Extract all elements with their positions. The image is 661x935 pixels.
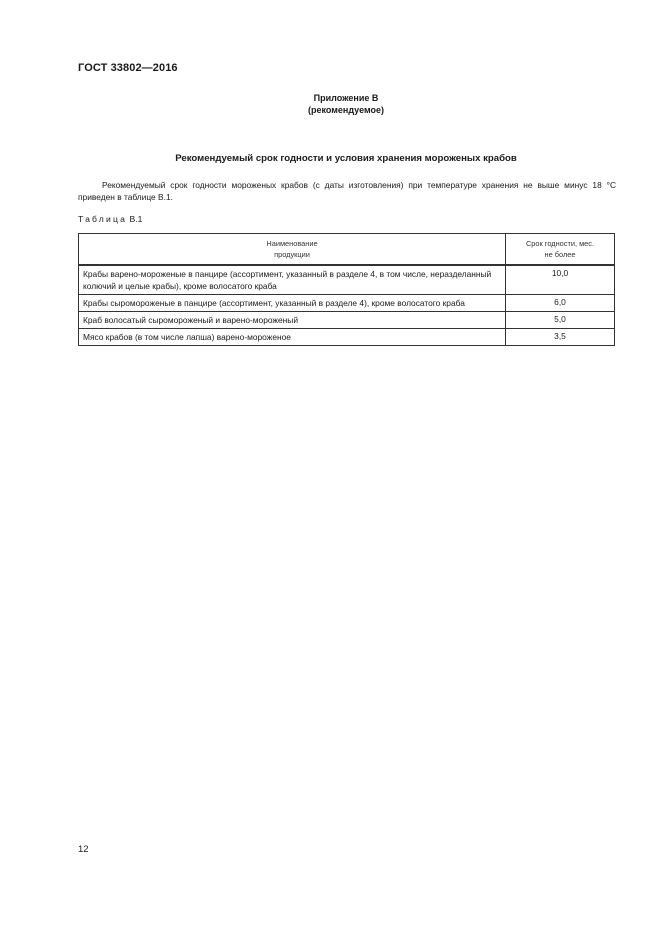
product-name-cell: Крабы варено-мороженые в панцире (ассортимент, указанный в разделе 4, в том числе, неразделанный колючий и целые крабы), кроме волосатого краба bbox=[79, 265, 506, 295]
appendix-subtitle: (рекомендуемое) bbox=[308, 105, 384, 115]
column-header-product bbox=[79, 234, 506, 266]
table-row bbox=[79, 265, 615, 295]
table-row bbox=[79, 312, 615, 329]
table-caption bbox=[78, 214, 142, 224]
table-row bbox=[79, 295, 615, 312]
column-header-shelf-life-line1: Срок годности, мес. bbox=[525, 239, 595, 248]
table-caption-number: В.1 bbox=[129, 214, 143, 224]
appendix-heading bbox=[78, 92, 614, 116]
appendix-title: Приложение В bbox=[313, 93, 379, 103]
page-number: 12 bbox=[78, 844, 89, 855]
shelf-life-cell: 6,0 bbox=[506, 295, 615, 312]
body-paragraph: Рекомендуемый срок годности мороженых крабов (с даты изготовления) при температуре хранения не выше минус 18 °С приведен в таблице В.1. bbox=[78, 180, 616, 202]
column-header-product-line1: Наименование bbox=[266, 239, 318, 248]
shelf-life-cell: 5,0 bbox=[506, 312, 615, 329]
product-name-cell: Крабы сыромороженые в панцире (ассортимент, указанный в разделе 4), кроме волосатого краба bbox=[79, 295, 506, 312]
table-row bbox=[79, 329, 615, 346]
product-name-cell: Краб волосатый сыромороженый и варено-мороженый bbox=[79, 312, 506, 329]
column-header-shelf-life bbox=[506, 234, 615, 266]
table-caption-word: Таблица bbox=[78, 214, 128, 224]
column-header-product-line2: продукции bbox=[274, 250, 310, 259]
section-title: Рекомендуемый срок годности и условия хранения мороженых крабов bbox=[175, 153, 517, 164]
product-name-cell: Мясо крабов (в том числе лапша) варено-мороженое bbox=[79, 329, 506, 346]
column-header-shelf-life-line2: не более bbox=[544, 250, 576, 259]
document-standard-header: ГОСТ 33802—2016 bbox=[78, 62, 178, 74]
table-header-row bbox=[79, 234, 615, 266]
shelf-life-table bbox=[78, 233, 615, 346]
shelf-life-cell: 3,5 bbox=[506, 329, 615, 346]
shelf-life-cell: 10,0 bbox=[506, 265, 615, 295]
